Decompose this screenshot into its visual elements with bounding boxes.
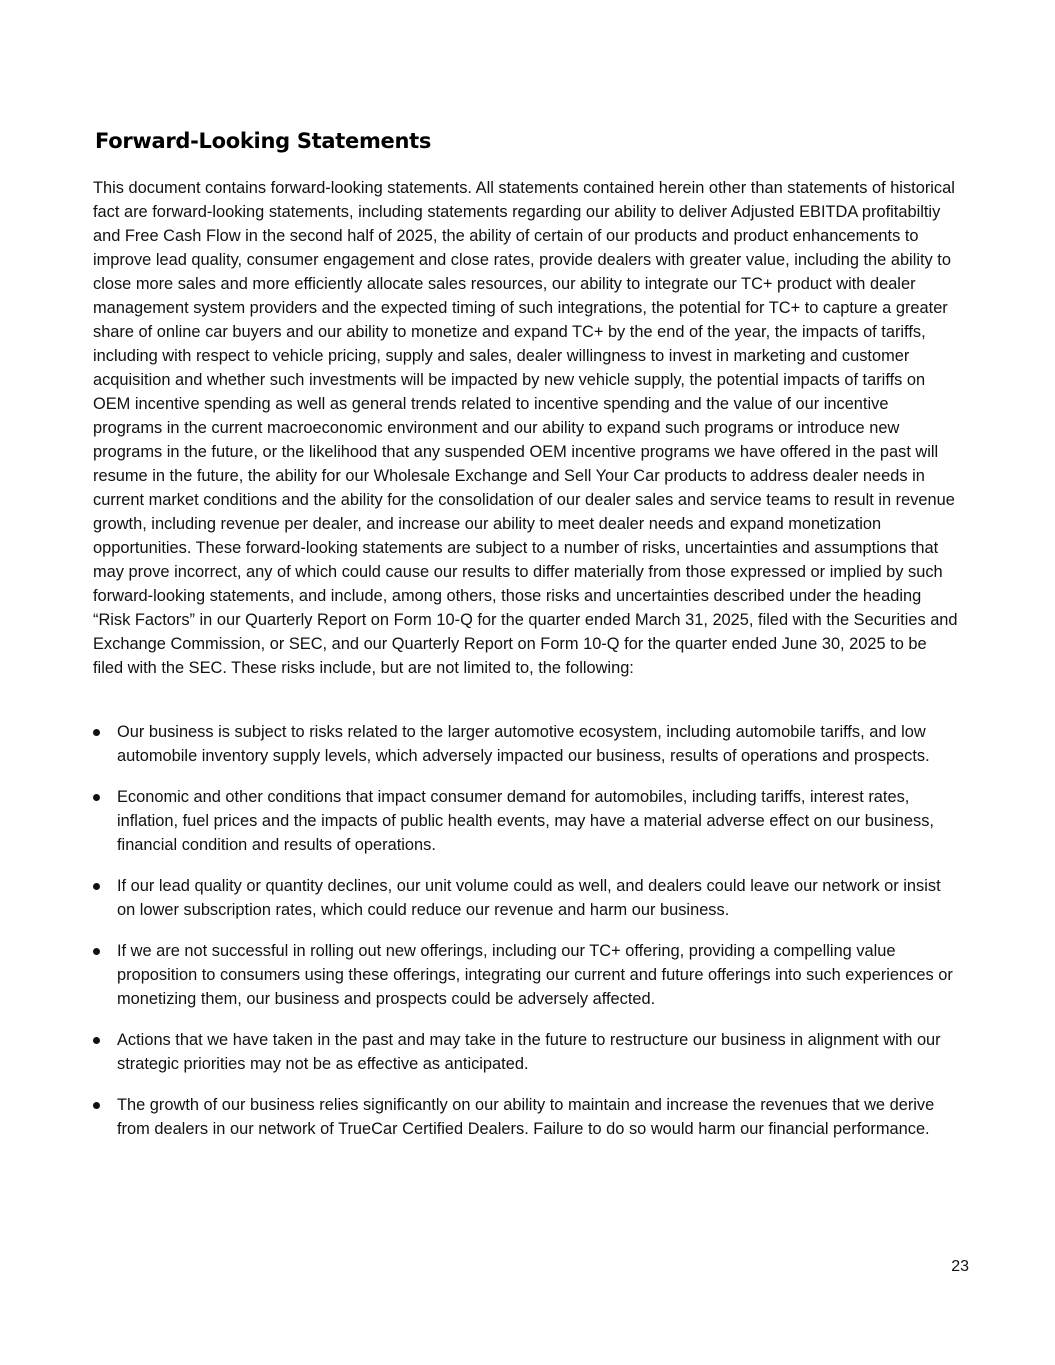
- bullet-icon: [93, 1102, 100, 1109]
- bullet-icon: [93, 948, 100, 955]
- risk-list: [93, 720, 961, 1158]
- bullet-icon: [93, 883, 100, 890]
- list-item: [93, 720, 961, 768]
- list-item: [93, 1028, 961, 1076]
- list-item: [93, 785, 961, 857]
- list-item-text: Our business is subject to risks related to the larger automotive ecosystem, including automobile tariffs, and low automobile inventory supply levels, which adversely impacted our business, results of operations and prospects.: [117, 723, 930, 765]
- page-number: 23: [951, 1258, 969, 1275]
- page-title: Forward-Looking Statements: [95, 129, 432, 153]
- list-item: [93, 1093, 961, 1141]
- bullet-icon: [93, 729, 100, 736]
- list-item-text: If we are not successful in rolling out new offerings, including our TC+ offering, providing a compelling value proposition to consumers using these offerings, integrating our current and future offerings into such experiences or monetizing them, our business and prospects could be adversely affected.: [117, 942, 953, 1008]
- list-item-text: Actions that we have taken in the past and may take in the future to restructure our business in alignment with our strategic priorities may not be as effective as anticipated.: [117, 1031, 941, 1073]
- intro-paragraph: This document contains forward-looking statements. All statements contained herein other than statements of historical fact are forward-looking statements, including statements regarding our ability to deliver Adjusted EBITDA profitabiltiy and Free Cash Flow in the second half of 2025, the ability of certain of our products and product enhancements to improve lead quality, consumer engagement and close rates, provide dealers with greater value, including the ability to close more sales and more efficiently allocate sales resources, our ability to integrate our TC+ product with dealer management system providers and the expected timing of such integrations, the potential for TC+ to capture a greater share of online car buyers and our ability to monetize and expand TC+ by the end of the year, the impacts of tariffs, including with respect to vehicle pricing, supply and sales, dealer willingness to invest in marketing and customer acquisition and whether such investments will be impacted by new vehicle supply, the potential impacts of tariffs on OEM incentive spending as well as general trends related to incentive spending and the value of our incentive programs in the current macroeconomic environment and our ability to expand such programs or introduce new programs in the future, or the likelihood that any suspended OEM incentive programs we have offered in the past will resume in the future, the ability for our Wholesale Exchange and Sell Your Car products to address dealer needs in current market conditions and the ability for the consolidation of our dealer sales and service teams to result in revenue growth, including revenue per dealer, and increase our ability to meet dealer needs and expand monetization opportunities. These forward-looking statements are subject to a number of risks, uncertainties and assumptions that may prove incorrect, any of which could cause our results to differ materially from those expressed or implied by such forward-looking statements, and include, among others, those risks and uncertainties described under the heading “Risk Factors” in our Quarterly Report on Form 10-Q for the quarter ended March 31, 2025, filed with the Securities and Exchange Commission, or SEC, and our Quarterly Report on Form 10-Q for the quarter ended June 30, 2025 to be filed with the SEC. These risks include, but are not limited to, the following:: [93, 179, 958, 677]
- bullet-icon: [93, 1037, 100, 1044]
- bullet-icon: [93, 794, 100, 801]
- list-item: [93, 874, 961, 922]
- list-item: [93, 939, 961, 1011]
- list-item-text: If our lead quality or quantity declines, our unit volume could as well, and dealers could leave our network or insist on lower subscription rates, which could reduce our revenue and harm our business.: [117, 877, 941, 919]
- list-item-text: The growth of our business relies significantly on our ability to maintain and increase the revenues that we derive from dealers in our network of TrueCar Certified Dealers. Failure to do so would harm our financial performance.: [117, 1096, 935, 1138]
- list-item-text: Economic and other conditions that impact consumer demand for automobiles, including tariffs, interest rates, inflation, fuel prices and the impacts of public health events, may have a material adverse effect on our business, financial condition and results of operations.: [117, 788, 934, 854]
